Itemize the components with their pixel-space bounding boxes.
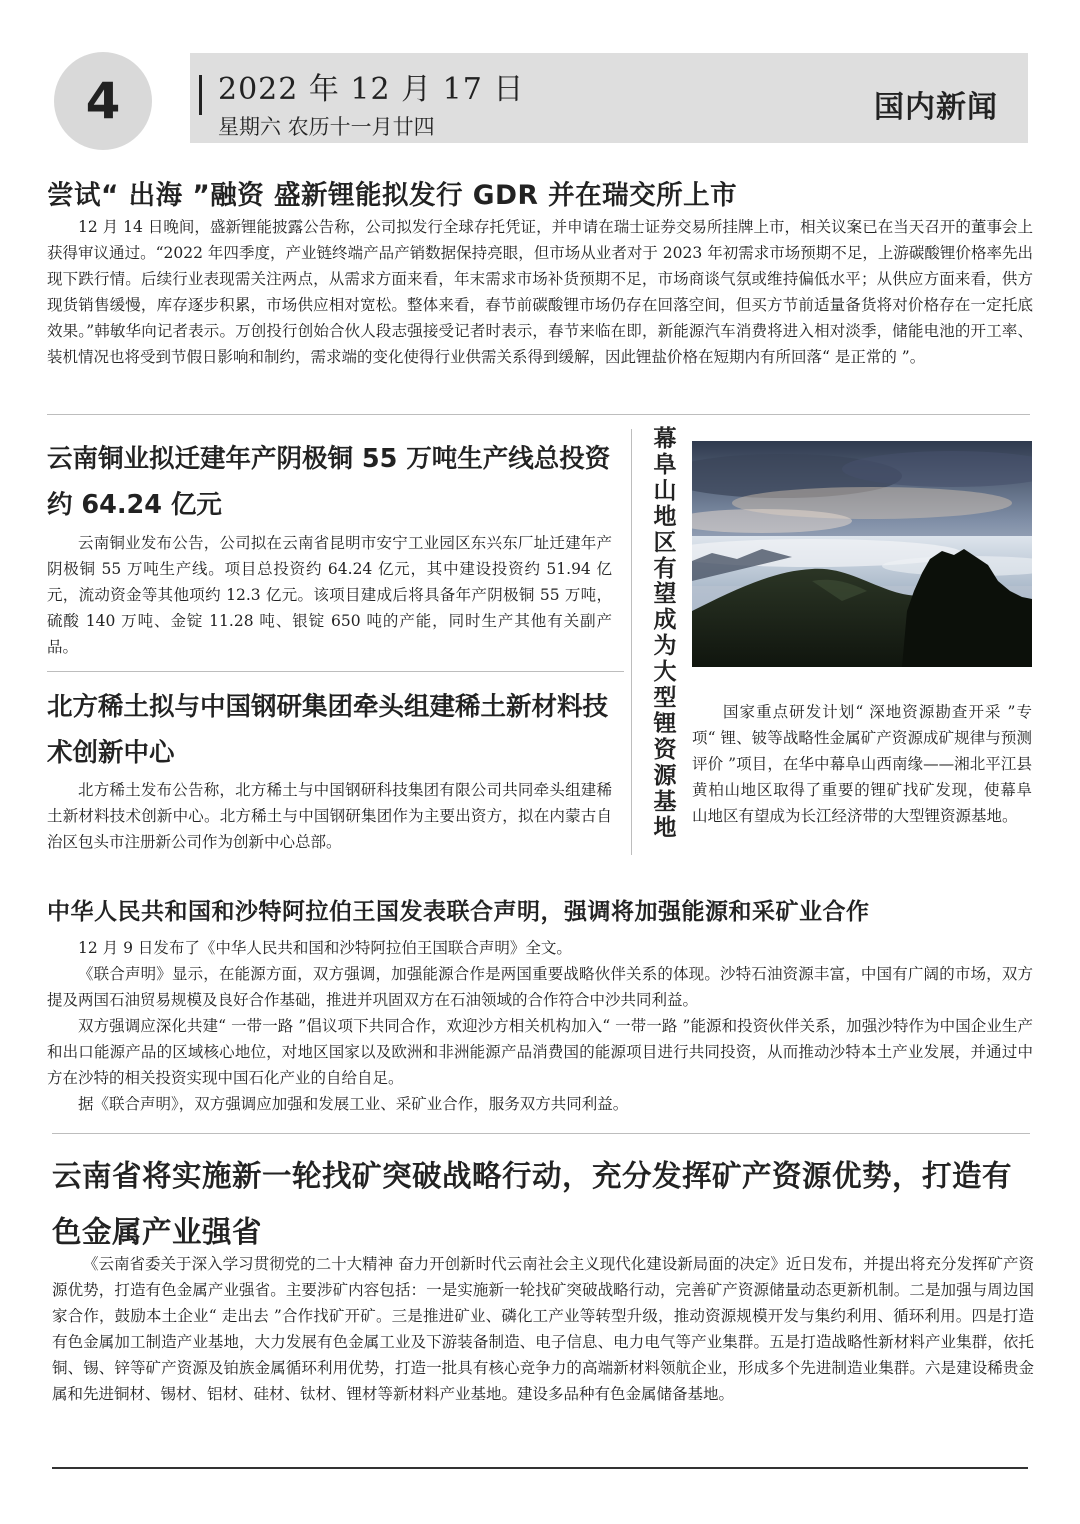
article-paragraph: 12 月 9 日发布了《中华人民共和国和沙特阿拉伯王国联合声明》全文。 xyxy=(78,939,572,957)
article-body-yunnan-mining xyxy=(52,1251,1034,1407)
divider xyxy=(47,671,624,672)
article-title-gdr: 尝试“ 出海 ”融资 盛新锂能拟发行 GDR 并在瑞交所上市 xyxy=(47,180,738,211)
article-paragraph: 12 月 14 日晚间，盛新锂能披露公告称，公司拟发行全球存托凭证，并申请在瑞士证券交易所挂牌上市，相关议案已在当天召开的董事会上获得审议通过。“2022 年四季度，产业链终端产品产销数据保持亮眼，但市场从业者对于 2023 年初需求市场预期不足，上游碳酸锂价格率先出现下跌行情。后续行业表现需关注两点，从需求方面来看，年末需求市场补货预期不足，市场商谈气氛或维持偏低水平；从供应方面来看，供方现货销售缓慢，库存逐步积累，市场供应相对宽松。整体来看，春节前碳酸锂市场仍存在回落空间，但买方节前适量备货将对价格存在一定托底效果。”韩敏华向记者表示。万创投行创始合伙人段志强接受记者时表示，春节来临在即，新能源汽车消费将进入相对淡季，储能电池的开工率、装机情况也将受到节假日影响和制约，需求端的变化使得行业供需关系得到缓解，因此锂盐价格在短期内有所回落“ 是正常的 ”。 xyxy=(47,218,1033,366)
page-number-badge xyxy=(54,52,152,150)
article-title-rare-earth: 北方稀土拟与中国钢研集团牵头组建稀土新材料技术创新中心 xyxy=(47,692,609,768)
article-paragraph: 《联合声明》显示，在能源方面，双方强调，加强能源合作是两国重要战略伙伴关系的体现。沙特石油资源丰富，中国有广阔的市场，双方提及两国石油贸易规模及良好合作基础，推进并巩固双方在石油领域的合作符合中沙共同利益。 xyxy=(47,965,1033,1009)
mountain-sea-of-clouds-image xyxy=(692,441,1032,667)
page-number: 4 xyxy=(85,72,121,130)
article-paragraph: 双方强调应深化共建“ 一带一路 ”倡议项下共同合作，欢迎沙方相关机构加入“ 一带一路 ”能源和投资伙伴关系，加强沙特作为中国企业生产和出口能源产品的区域核心地位，对地区国家以及欧洲和非洲能源产品消费国的能源项目进行共同投资，从而推动沙特本土产业发展，并通过中方在沙特的相关投资实现中国石化产业的自给自足。 xyxy=(47,1017,1033,1087)
article-body-gdr xyxy=(47,214,1033,370)
divider xyxy=(52,1133,1030,1134)
landscape-photo xyxy=(692,441,1032,667)
column-divider xyxy=(631,429,632,855)
article-body-rare-earth xyxy=(47,777,612,855)
article-paragraph: 据《联合声明》，双方强调应加强和发展工业、采矿业合作，服务双方共同利益。 xyxy=(78,1095,629,1113)
issue-date: 2022 年 12 月 17 日 xyxy=(218,72,525,107)
article-title-china-saudi: 中华人民共和国和沙特阿拉伯王国发表联合声明，强调将加强能源和采矿业合作 xyxy=(47,899,870,925)
bottom-divider xyxy=(52,1467,1028,1469)
article-paragraph: 《云南省委关于深入学习贯彻党的二十大精神 奋力开创新时代云南社会主义现代化建设新局面的决定》近日发布，并提出将充分发挥矿产资源优势，打造有色金属产业强省。主要涉矿内容包括：一是实施新一轮找矿突破战略行动，完善矿产资源储量动态更新机制。二是加强与周边国家合作，鼓励本土企业“ 走出去 ”合作找矿开矿。三是推进矿业、磷化工产业等转型升级，推动资源规模开发与集约利用、循环利用。四是打造有色金属加工制造产业基地，大力发展有色金属工业及下游装备制造、电子信息、电力电气等产业集群。五是打造战略性新材料产业集群，依托铜、锡、锌等矿产资源及铂族金属循环利用优势，打造一批具有核心竞争力的高端新材料领航企业，形成多个先进制造业集群。六是建设稀贵金属和先进铜材、锡材、铝材、硅材、钛材、锂材等新材料产业基地。建设多品种有色金属储备基地。 xyxy=(52,1255,1034,1403)
article-paragraph: 北方稀土发布公告称，北方稀土与中国钢研科技集团有限公司共同牵头组建稀土新材料技术创新中心。北方稀土与中国钢研集团作为主要出资方，拟在内蒙古自治区包头市注册新公司作为创新中心总部。 xyxy=(47,781,612,851)
article-paragraph: 云南铜业发布公告，公司拟在云南省昆明市安宁工业园区东兴东厂址迁建年产阴极铜 55 万吨生产线。项目总投资约 64.24 亿元，其中建设投资约 51.94 亿元，流动资金等其他项约 12.3 亿元。该项目建成后将具备年产阴极铜 55 万吨，硫酸 140 万吨、金锭 11.28 吨、银锭 650 吨的产能，同时生产其他有关副产品。 xyxy=(47,534,612,656)
photo-caption-box xyxy=(692,699,1032,829)
article-title-yunnan-mining: 云南省将实施新一轮找矿突破战略行动，充分发挥矿产资源优势，打造有色金属产业强省 xyxy=(52,1159,1013,1249)
section-title: 国内新闻 xyxy=(874,90,998,125)
date-divider xyxy=(199,75,202,115)
photo-caption: 国家重点研发计划“ 深地资源勘查开采 ”专项“ 锂、铍等战略性金属矿产资源成矿规律与预测评价 ”项目，在华中幕阜山西南缘——湘北平江县黄柏山地区取得了重要的锂矿找矿发现，使幕阜山地区有望成为长江经济带的大型锂资源基地。 xyxy=(692,703,1032,825)
article-title-yunnan-copper: 云南铜业拟迁建年产阴极铜 55 万吨生产线总投资约 64.24 亿元 xyxy=(47,444,611,520)
vertical-headline-mufushan: 幕阜山地区有望成为大型锂资源基地 xyxy=(653,426,677,841)
article-body-china-saudi xyxy=(47,935,1033,1117)
article-body-yunnan-copper xyxy=(47,530,612,660)
lunar-date: 星期六 农历十一月廿四 xyxy=(218,115,435,139)
divider xyxy=(47,414,1030,415)
